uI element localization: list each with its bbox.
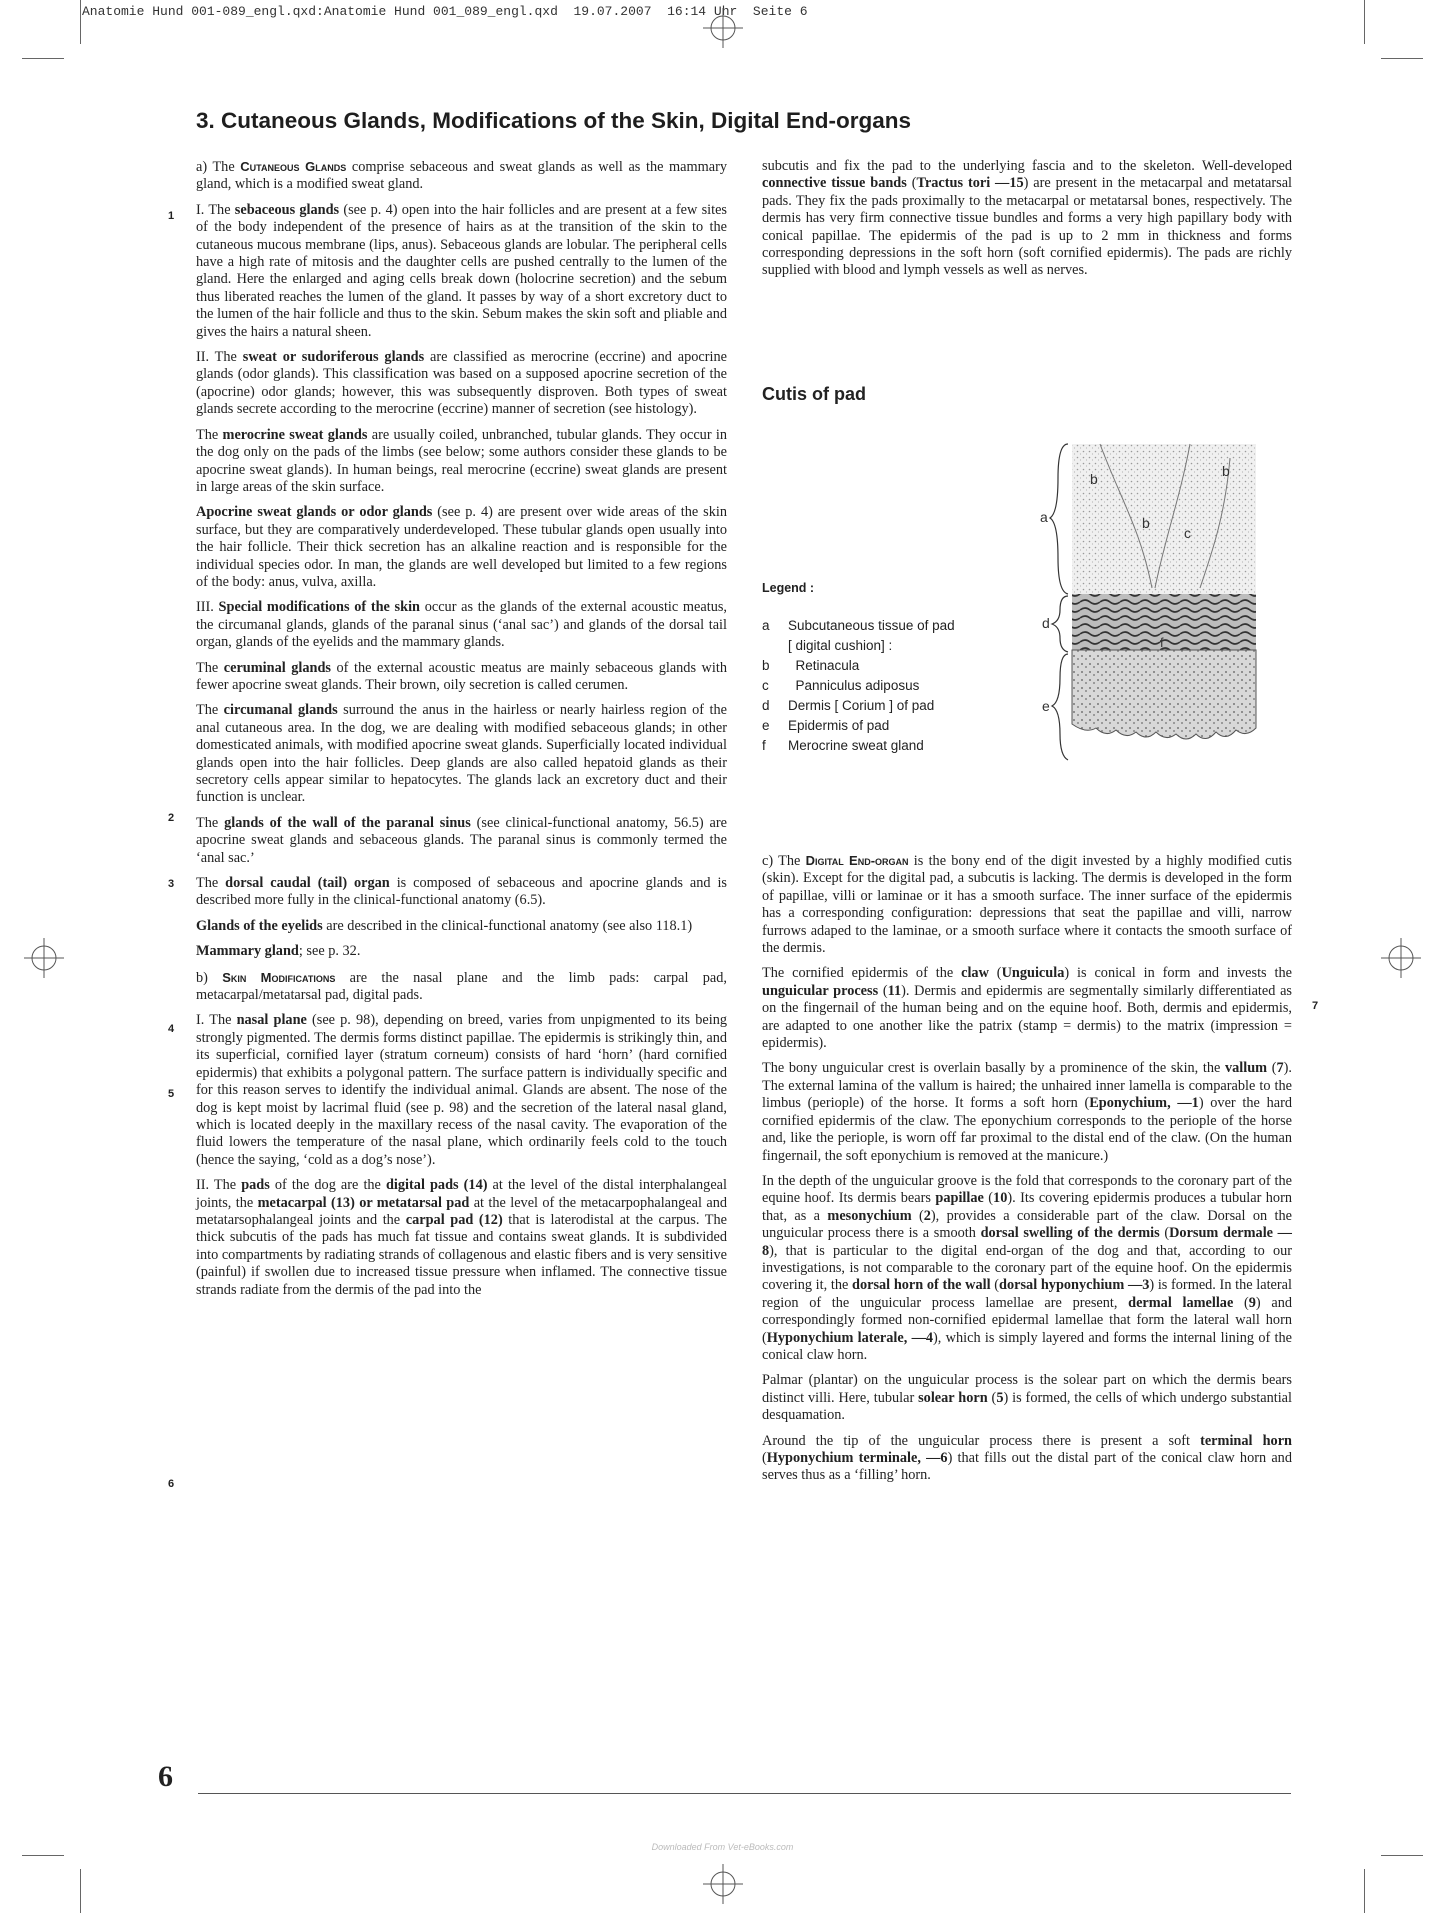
crop-mark (1364, 1869, 1365, 1913)
figure-title: Cutis of pad (762, 384, 866, 404)
crop-mark (22, 58, 64, 59)
left-column (196, 158, 727, 1307)
margin-number: 6 (168, 1478, 175, 1490)
paragraph: I. The nasal plane (see p. 98), depending on breed, varies from unpigmented to its being strongly pigmented. The dermis forms distinct papillae. The epidermis is strikingly thin, and its superficial, cornified layer (stratum corneum) consists of hard ‘horn’ (hard cornified epidermis) that exhibits a polygonal pattern. The surface pattern is individually specific and for this reason serves to identify the individual animal. Glands are absent. The nose of the dog is kept moist by lacrimal fluid (see p. 98) and the secretion of the lateral nasal gland, which is located deeply in the maxillary recess of the nasal cavity. The evaporation of the fluid lowers the temperature of the nasal plane, which ordinarily feels cold to the touch (hence the saying, ‘cold as a dog’s nose’). (196, 1012, 728, 1168)
margin-number: 5 (168, 1088, 175, 1100)
brace-e (1052, 654, 1068, 760)
label-b: b (1222, 463, 1230, 479)
paragraph: III. Special modifications of the skin occur as the glands of the external acoustic meatus, the circumanal glands, glands of the paranal sinus (‘anal sac’) and glands of the dorsal tail organ, glands of the eyelids and the mammary glands. (196, 599, 727, 651)
page-title: 3. Cutaneous Glands, Modifications of the Skin, Digital End-organs (196, 108, 912, 133)
registration-mark-icon (24, 938, 64, 978)
margin-number: 7 (1312, 1000, 1319, 1012)
registration-mark-icon (703, 1864, 743, 1904)
label-d: d (1042, 615, 1050, 631)
legend-item: f Merocrine sweat gland (762, 738, 924, 753)
paragraph: The ceruminal glands of the external acoustic meatus are mainly sebaceous glands with fewer apocrine sweat glands. Their brown, oily secretion is called cerumen. (196, 659, 727, 693)
margin-number: 2 (168, 812, 175, 824)
crop-mark (1381, 58, 1423, 59)
paragraph: The merocrine sweat glands are usually coiled, unbranched, tubular glands. They occur in the dog only on the pads of the limbs (see below; some authors consider these glands to be apocrine sweat glands). In human beings, real merocrine (eccrine) sweat glands are present in large areas of the skin surface. (196, 426, 727, 495)
label-f: f (1160, 635, 1164, 650)
registration-mark-icon (703, 8, 743, 48)
paragraph: II. The pads of the dog are the digital pads (14) at the level of the distal interphalangeal joints, the metacarpal (13) or metatarsal pad at the level of the metacarpophalangeal and metatarsophalangeal joints and the carpal pad (12) that is laterodistal at the carpus. The thick subcutis of the pads has much fat tissue and contains sweat glands. It is subdivided into compartments by radiating strands of collagenous and elastic fibers and is very sensitive (painful) if swollen due to increased tissue pressure when inflamed. The connective tissue strands radiate from the dermis of the pad into the (196, 1177, 727, 1298)
paragraph: In the depth of the unguicular groove is the fold that corresponds to the coronary part of the equine hoof. Its dermis bears papillae (10). Its covering epidermis produces a tubular horn that, as a mesonychium (2), provides a considerable part of the claw. Dorsal on the unguicular process there is a smooth dorsal swelling of the dermis (Dorsum dermale —8), that is particular to the digital end-organ of the dog and that, according to our investigations, is not comparable to the coronary part of the equine hoof. On the epidermis covering it, the dorsal horn of the wall (dorsal hyponychium —3) is formed. In the lateral region of the unguicular process lamellae are present, dermal lamellae (9) and correspondingly formed non-cornified epidermal lamellae that form the lateral wall horn (Hyponychium laterale, —4), which is simply layered and forms the internal lining of the conical claw horn. (762, 1172, 1292, 1363)
paragraph: Glands of the eyelids are described in the clinical-functional anatomy (see also 118.1) (196, 917, 693, 934)
dermis-region (1072, 594, 1256, 650)
crop-mark (80, 0, 81, 44)
margin-number: 3 (168, 878, 175, 890)
crop-mark (1364, 0, 1365, 44)
paragraph: The circumanal glands surround the anus in the hairless or nearly hairless region of the anal cutaneous area. In the dog, we are dealing with modified sebaceous glands; in other domesticated animals, with modified apocrine sweat glands. Superficially located individual glands open into the hair follicles. Deep glands are also called hepatoid glands as their secretory cells appear similar to hepatocytes. The glands lack an excretory duct and their function is unclear. (196, 702, 727, 806)
legend-item: [ digital cushion] : (788, 638, 893, 653)
paragraph: The cornified epidermis of the claw (Unguicula) is conical in form and invests the unguicular process (11). Dermis and epidermis are segmentally similarly differentiated as on the fingernail of the human being and on the equine hoof. Both, dermis and epidermis, are adapted to one another like the patrix (stamp = dermis) to the matrix (impression = epidermis). (762, 965, 1292, 1052)
legend-title: Legend : (762, 581, 815, 595)
right-column-bottom (762, 852, 1292, 1493)
cutis-of-pad-illustration (1040, 438, 1260, 768)
paragraph: The bony unguicular crest is overlain basally by a prominence of the skin, the vallum (7). The external lamina of the vallum is haired; the unhaired inner lamella is comparable to the limbus (periople) of the horse. It forms a soft horn (Eponychium, —1) over the hard cornified epidermis of the claw. The eponychium corresponds to the periople of the horse and, like the periople, is worn off far proximal to the distal end of the claw. (On the human fingernail, the soft eponychium is removed at the manicure.) (762, 1060, 1292, 1164)
legend-item: a Subcutaneous tissue of pad (762, 618, 955, 633)
label-b: b (1090, 471, 1098, 487)
crop-mark (1381, 1855, 1423, 1856)
right-column-top (762, 158, 1292, 288)
legend-item: b Retinacula (762, 658, 860, 673)
paragraph: Palmar (plantar) on the unguicular process is the solear part on which the dermis bears distinct villi. Here, tubular solear horn (5) is formed, the cells of which undergo substantial desquamation. (762, 1372, 1292, 1424)
paragraph: The dorsal caudal (tail) organ is composed of sebaceous and apocrine glands and is described more fully in the clinical-functional anatomy (6.5). (196, 875, 727, 909)
page-number: 6 (158, 1760, 173, 1793)
paragraph: Apocrine sweat glands or odor glands (see p. 4) are present over wide areas of the skin surface, but they are comparatively underdeveloped. These tubular glands open usually into the hair follicle. Their thick secretion has an alkaline reaction and is responsible for the individual species odor. In man, the glands are well developed but limited to a few regions of the body: anus, vulva, axilla. (196, 504, 727, 590)
paragraph: Mammary gland; see p. 32. (196, 943, 361, 960)
paragraph: I. The sebaceous glands (see p. 4) open into the hair follicles and are present at a few sites of the body independent of the presence of hairs as at the transition of the skin to the cutaneous mucous membrane (lips, anus). Sebaceous glands are lobular. The peripheral cells have a high rate of mitosis and the daughter cells are pushed centrally to the lumen of the gland. Here the enlarged and aging cells break down (holocrine secretion) and the sebum thus liberated reaches the lumen of the gland. It passes by way of a short excretory duct to the lumen of the hair follicle and thus to the skin. Sebum makes the skin soft and pliable and gives the hairs a natural sheen. (196, 201, 727, 340)
paragraph: c) The Digital End-organ is the bony end of the digit invested by a highly modified cutis (skin). Except for the digital pad, a subcutis is lacking. The dermis is developed in the form of papillae, villi or laminae or it has a smooth surface. The inner surface of the epidermis has a corresponding configuration: depressions that seat the papillae and villi, narrow furrows adaped to the laminae, or a smooth surface where it contacts the smooth surface of the dermis. (762, 853, 1292, 957)
paragraph: Around the tip of the unguicular process there is present a soft terminal horn (Hyponychium terminale, —6) that fills out the distal part of the conical claw horn and serves thus as a ‘filling’ horn. (762, 1432, 1292, 1484)
crop-mark (80, 1869, 81, 1913)
epidermis-region (1072, 650, 1256, 739)
registration-mark-icon (1381, 938, 1421, 978)
crop-mark (22, 1855, 64, 1856)
brace-a (1050, 444, 1068, 594)
paragraph: II. The sweat or sudoriferous glands are classified as merocrine (eccrine) and apocrine glands (odor glands). This classification was based on a supposed apocrine secretion of the (apocrine) odor glands; however, this was subsequently disproven. Both types of sweat glands secrete according to the merocrine (eccrine) manner of secretion (see histology). (196, 349, 727, 418)
legend-item: c Panniculus adiposus (762, 678, 920, 693)
paragraph: The glands of the wall of the paranal sinus (see clinical-functional anatomy, 56.5) are apocrine sweat glands and sebaceous glands. The paranal sinus is commonly termed the ‘anal sac.’ (196, 814, 727, 866)
margin-number: 1 (168, 210, 175, 222)
legend-item: e Epidermis of pad (762, 718, 890, 733)
figure-legend (762, 578, 955, 756)
label-c: c (1184, 525, 1191, 541)
legend-item: d Dermis [ Corium ] of pad (762, 698, 935, 713)
print-header: Anatomie Hund 001-089_engl.qxd:Anatomie Hund 001_089_engl.qxd 19.07.2007 16:14 Uhr Seite 6 (82, 4, 808, 19)
brace-d (1052, 596, 1068, 652)
label-b: b (1142, 515, 1150, 531)
paragraph: a) The Cutaneous Glands comprise sebaceous and sweat glands as well as the mammary gland, which is a modified sweat gland. (196, 159, 727, 193)
paragraph: b) Skin Modifications are the nasal plane and the limb pads: carpal pad, metacarpal/metatarsal pad, digital pads. (196, 969, 727, 1004)
watermark: Downloaded From Vet-eBooks.com (651, 1842, 794, 1852)
label-a: a (1040, 509, 1048, 525)
margin-number: 4 (168, 1023, 175, 1035)
paragraph: subcutis and fix the pad to the underlying fascia and to the skeleton. Well-developed connective tissue bands (Tractus tori —15) are present in the metacarpal and metatarsal pads. They fix the pads proximally to the metacarpal or metatarsal bones, respectively. The dermis has very firm connective tissue bundles and forms a very high papillary body with conical papillae. The epidermis of the pad is up to 2 mm in thickness and forms corresponding depressions in the soft horn (soft cornified epidermis). The pads are richly supplied with blood and lymph vessels as well as nerves. (762, 158, 1293, 279)
footer-rule (198, 1793, 1291, 1794)
label-e: e (1042, 698, 1050, 714)
